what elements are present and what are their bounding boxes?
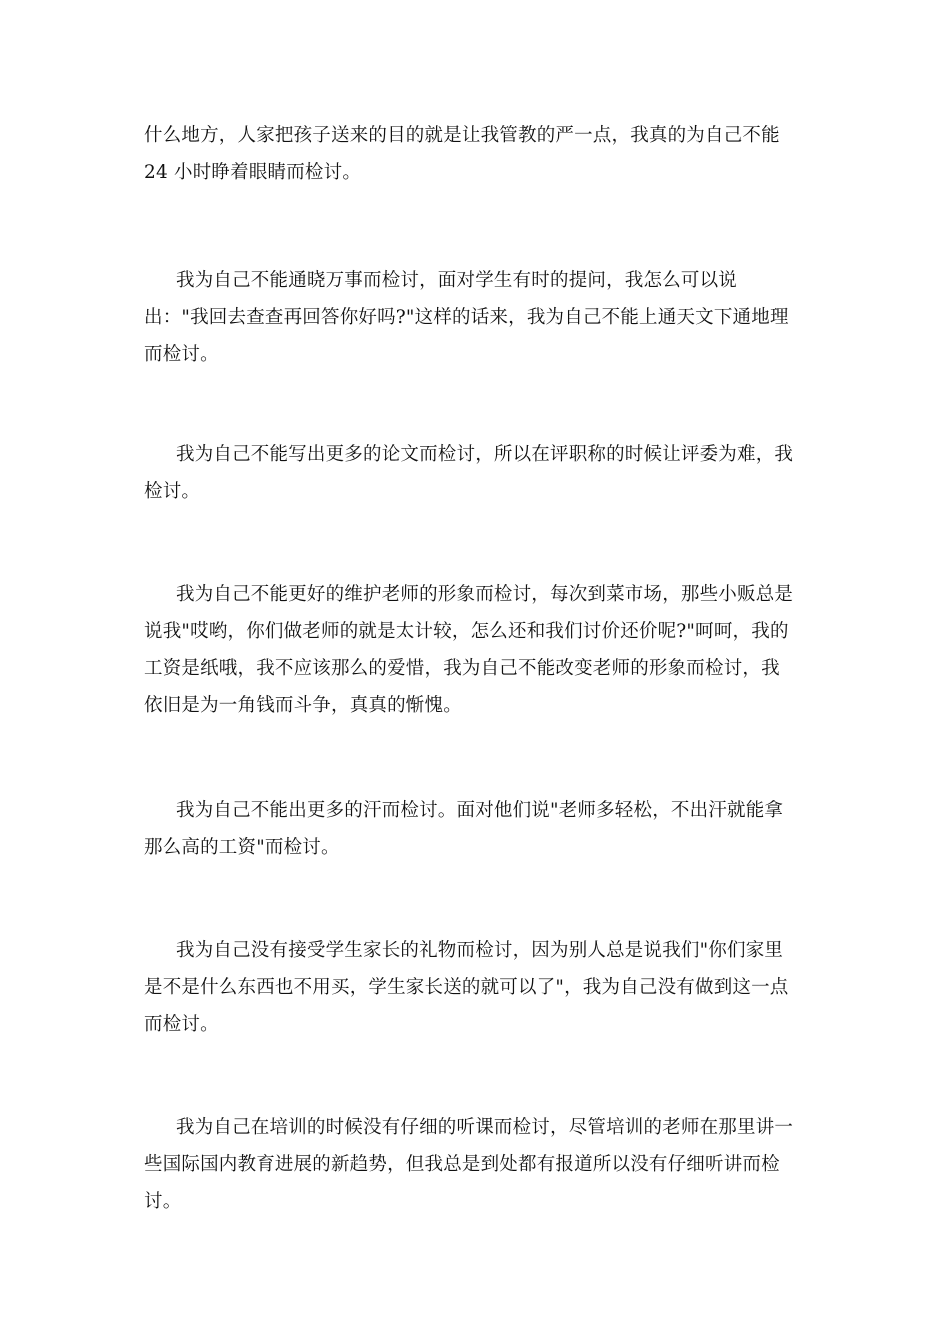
paragraph-3 <box>144 436 808 510</box>
paragraph-line: 那么高的工资"而检讨。 <box>144 837 340 858</box>
paragraph-line: 检讨。 <box>144 481 201 502</box>
paragraph-7 <box>144 1109 808 1220</box>
paragraph-line: 出："我回去查查再回答你好吗?"这样的话来，我为自己不能上通天文下通地理 <box>144 307 789 328</box>
paragraph-2 <box>144 262 808 373</box>
paragraph-line: 我为自己不能通晓万事而检讨，面对学生有时的提问，我怎么可以说 <box>176 270 738 291</box>
paragraph-line: 些国际国内教育进展的新趋势，但我总是到处都有报道所以没有仔细听讲而检 <box>144 1154 780 1175</box>
paragraph-line: 我为自己没有接受学生家长的礼物而检讨，因为别人总是说我们"你们家里 <box>176 940 784 961</box>
paragraph-4 <box>144 576 808 724</box>
paragraph-5 <box>144 792 808 866</box>
paragraph-line: 是不是什么东西也不用买，学生家长送的就可以了"，我为自己没有做到这一点 <box>144 977 789 998</box>
paragraph-line: 而检讨。 <box>144 1014 219 1035</box>
paragraph-line: 我为自己不能出更多的汗而检讨。面对他们说"老师多轻松，不出汗就能拿 <box>176 800 784 821</box>
paragraph-line: 什么地方，人家把孩子送来的目的就是让我管教的严一点，我真的为自己不能 <box>144 125 780 146</box>
paragraph-line: 讨。 <box>144 1191 182 1212</box>
paragraph-line: 依旧是为一角钱而斗争，真真的惭愧。 <box>144 695 462 716</box>
paragraph-line: 我为自己在培训的时候没有仔细的听课而检讨，尽管培训的老师在那里讲一 <box>176 1117 794 1138</box>
paragraph-line: 而检讨。 <box>144 344 219 365</box>
paragraph-line: 我为自己不能写出更多的论文而检讨，所以在评职称的时候让评委为难，我 <box>176 444 794 465</box>
paragraph-line: 24 小时睁着眼睛而检讨。 <box>144 162 362 183</box>
paragraph-line: 说我"哎哟，你们做老师的就是太计较，怎么还和我们讨价还价呢?"呵呵，我的 <box>144 621 789 642</box>
paragraph-line: 我为自己不能更好的维护老师的形象而检讨，每次到菜市场，那些小贩总是 <box>176 584 794 605</box>
paragraph-1 <box>144 117 808 191</box>
paragraph-line: 工资是纸哦，我不应该那么的爱惜，我为自己不能改变老师的形象而检讨，我 <box>144 658 780 679</box>
paragraph-6 <box>144 932 808 1043</box>
